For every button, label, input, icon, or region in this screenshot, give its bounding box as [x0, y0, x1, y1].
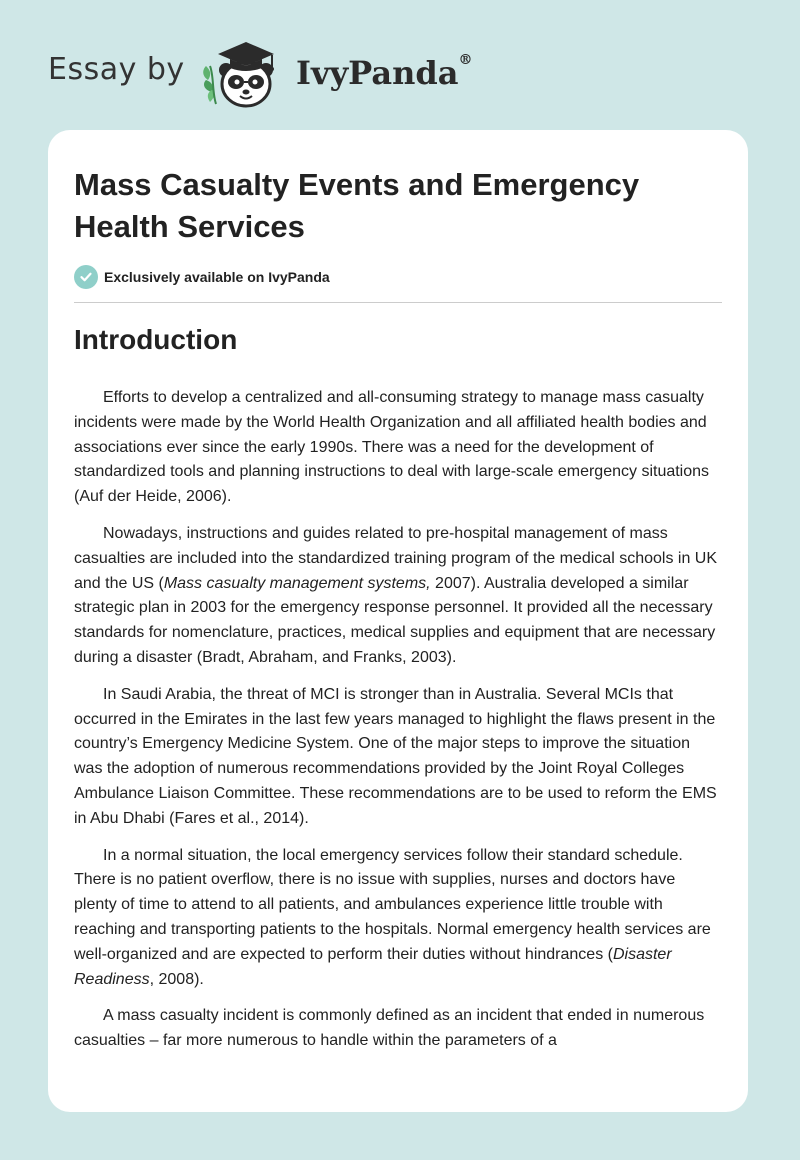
paragraph-text: Nowadays, instructions and guides related to pre-hospital management of mass casualties are included into the standardized training program of the medical schools in UK and the US (	[74, 524, 718, 592]
article-card	[48, 130, 748, 1112]
check-circle-icon	[74, 265, 98, 289]
registered-mark: ®	[458, 52, 473, 68]
article-paragraph	[74, 522, 722, 671]
page-title: Mass Casualty Events and Emergency Health Services	[74, 167, 640, 244]
exclusive-label: Exclusively available on IvyPanda	[104, 269, 330, 285]
article-body	[74, 386, 722, 1066]
paragraph-text: In Saudi Arabia, the threat of MCI is stronger than in Australia. Several MCIs that occurred in the Emirates in the last few years managed to highlight the flaws present in the country’s Emergency Medicine System. One of the major steps to improve the situation was the adoption of numerous recommendations provided by the Joint Royal Colleges Ambulance Liaison Committee. These recommendations are to be used to reform the EMS in Abu Dhabi (Fares et al., 2014).	[74, 685, 717, 827]
paragraph-text: In a normal situation, the local emergency services follow their standard schedule. There is no patient overflow, there is no issue with supplies, nurses and doctors have plenty of time to attend to all patients, and ambulances experience little trouble with reaching and transporting patients to the hospitals. Normal emergency health services are well-organized and are expected to perform their duties without hindrances (	[74, 846, 711, 963]
panda-graduate-icon[interactable]	[200, 36, 292, 110]
citation-title: Disaster Readiness	[74, 945, 672, 988]
article-paragraph	[74, 683, 722, 832]
paragraph-text: , 2008).	[149, 970, 204, 988]
paragraph-text: 2007). Australia developed a similar strategic plan in 2003 for the emergency response personnel. It provided all the necessary standards for nomenclature, practices, medical supplies and equipment that are necessary during a disaster (Bradt, Abraham, and Franks, 2003).	[74, 574, 716, 666]
article-paragraph	[74, 844, 722, 993]
brand-name[interactable]	[296, 54, 472, 92]
citation-title: Mass casualty management systems,	[163, 574, 431, 592]
exclusive-badge	[74, 264, 330, 290]
site-header	[0, 0, 800, 120]
paragraph-text: A mass casualty incident is commonly defined as an incident that ended in numerous casualties – far more numerous to handle within the parameters of a	[74, 1007, 705, 1050]
article-paragraph	[74, 1004, 722, 1054]
essay-by-label: Essay by	[48, 52, 185, 87]
paragraph-text: Efforts to develop a centralized and all-consuming strategy to manage mass casualty incidents were made by the World Health Organization and all affiliated health bodies and associations ever since the early 1990s. There was a need for the development of standardized tools and planning instructions to deal with large-scale emergency situations (Auf der Heide, 2006).	[74, 389, 710, 506]
brand-text: IvyPanda	[296, 54, 459, 92]
section-heading: Introduction	[74, 324, 238, 355]
divider	[74, 302, 722, 303]
article-paragraph	[74, 386, 722, 510]
